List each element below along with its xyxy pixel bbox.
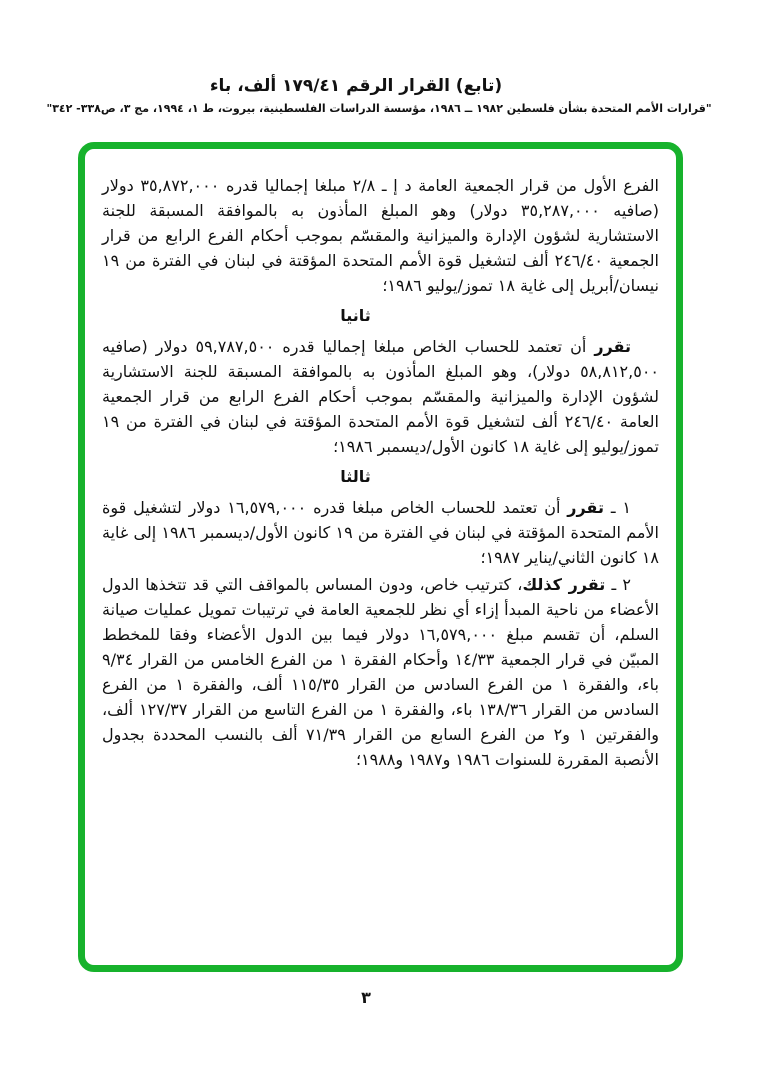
text-run: أن تعتمد للحساب الخاص مبلغا قدره ١٦,٥٧٩,٠٠٠ دولار لتشغيل قوة الأمم المتحدة المؤقتة في لبنان في الفترة من ١٩ كانون الأول/ديسمبر ١٩٨٦ إلى غاية ١٨ كانون الثاني/يناير ١٩٨٧؛ — [102, 498, 659, 567]
source-citation: "قرارات الأمم المتحدة بشأن فلسطين ١٩٨٢ ــ ١٩٨٦، مؤسسة الدراسات الفلسطينية، بيروت، ط ١، ١٩٩٤، مج ٣، ص٣٣٨- ٣٤٢" — [46, 102, 712, 115]
text-run: ، كترتيب خاص، ودون المساس بالمواقف التي قد تتخذها الدول الأعضاء من ناحية المبدأ إزاء أي نظر للجمعية العامة في ترتيبات تمويل عمليات صيانة السلم، أن تقسم مبلغ ١٦,٥٧٩,٠٠٠ دولار فيما بين الدول الأعضاء وفقا للمخطط المبيّن في قرار الجمعية ١٤/٣٣ وأحكام الفقرة ١ من الفرع الخامس من القرار ٩/٣٤ باء، والفقرة ١ من الفرع السادس من القرار ١١٥/٣٥ ألف، والفقرة ١ من الفرع السادس من القرار ١٣٨/٣٦ باء، والفقرة ١ من الفرع التاسع من القرار ١٢٧/٣٧ ألف، والفقرتين ١ و٢ من الفرع السابع من القرار ٧١/٣٩ ألف بالنسب المحددة بجدول الأنصبة المقررة للسنوات ١٩٨٦ و١٩٨٧ و١٩٨٨؛ — [102, 575, 660, 769]
bold-run: تقرر كذلك — [522, 575, 606, 594]
body-paragraph — [102, 495, 659, 570]
body-paragraph — [102, 173, 659, 298]
bold-run: تقرر — [594, 337, 631, 356]
resolution-title: (تابع) القرار الرقم ١٧٩/٤١ ألف، باء — [209, 76, 503, 96]
document-body — [85, 149, 676, 965]
body-paragraph — [102, 572, 659, 772]
highlight-frame — [78, 142, 683, 972]
page-header — [0, 76, 758, 115]
section-heading: ثانيا — [340, 306, 371, 325]
body-paragraph — [102, 334, 659, 459]
page-number: ٣ — [361, 988, 371, 1007]
bold-run: تقرر — [567, 498, 604, 517]
text-run: الفرع الأول من قرار الجمعية العامة د إ ـ ٢/٨ مبلغا إجماليا قدره ٣٥,٨٧٢,٠٠٠ دولار (صافيه ٣٥,٢٨٧,٠٠٠ دولار) وهو المبلغ المأذون به بالموافقة المسبقة للجنة الاستشارية لشؤون الإدارة والميزانية والمقسّم بموجب أحكام الفرع الرابع من قرار الجمعية ٢٤٦/٤٠ ألف لتشغيل قوة الأمم المتحدة المؤقتة في لبنان في الفترة من ١٩ نيسان/أبريل إلى غاية ١٨ تموز/يوليو ١٩٨٦؛ — [102, 176, 660, 295]
text-run: أن تعتمد للحساب الخاص مبلغا إجماليا قدره ٥٩,٧٨٧,٥٠٠ دولار (صافيه ٥٨,٨١٢,٥٠٠ دولار)، وهو المبلغ المأذون به بالموافقة المسبقة للجنة الاستشارية لشؤون الإدارة والميزانية والمقسّم بموجب أحكام الفرع الرابع من قرار الجمعية العامة ٢٤٦/٤٠ ألف لتشغيل قوة الأمم المتحدة المؤقتة في لبنان في الفترة من ١٩ تموز/يوليو إلى غاية ١٨ كانون الأول/ديسمبر ١٩٨٦؛ — [102, 337, 659, 456]
text-run: ٢ ـ — [605, 575, 631, 594]
text-run: ١ ـ — [603, 498, 631, 517]
section-heading: ثالثا — [340, 467, 371, 486]
